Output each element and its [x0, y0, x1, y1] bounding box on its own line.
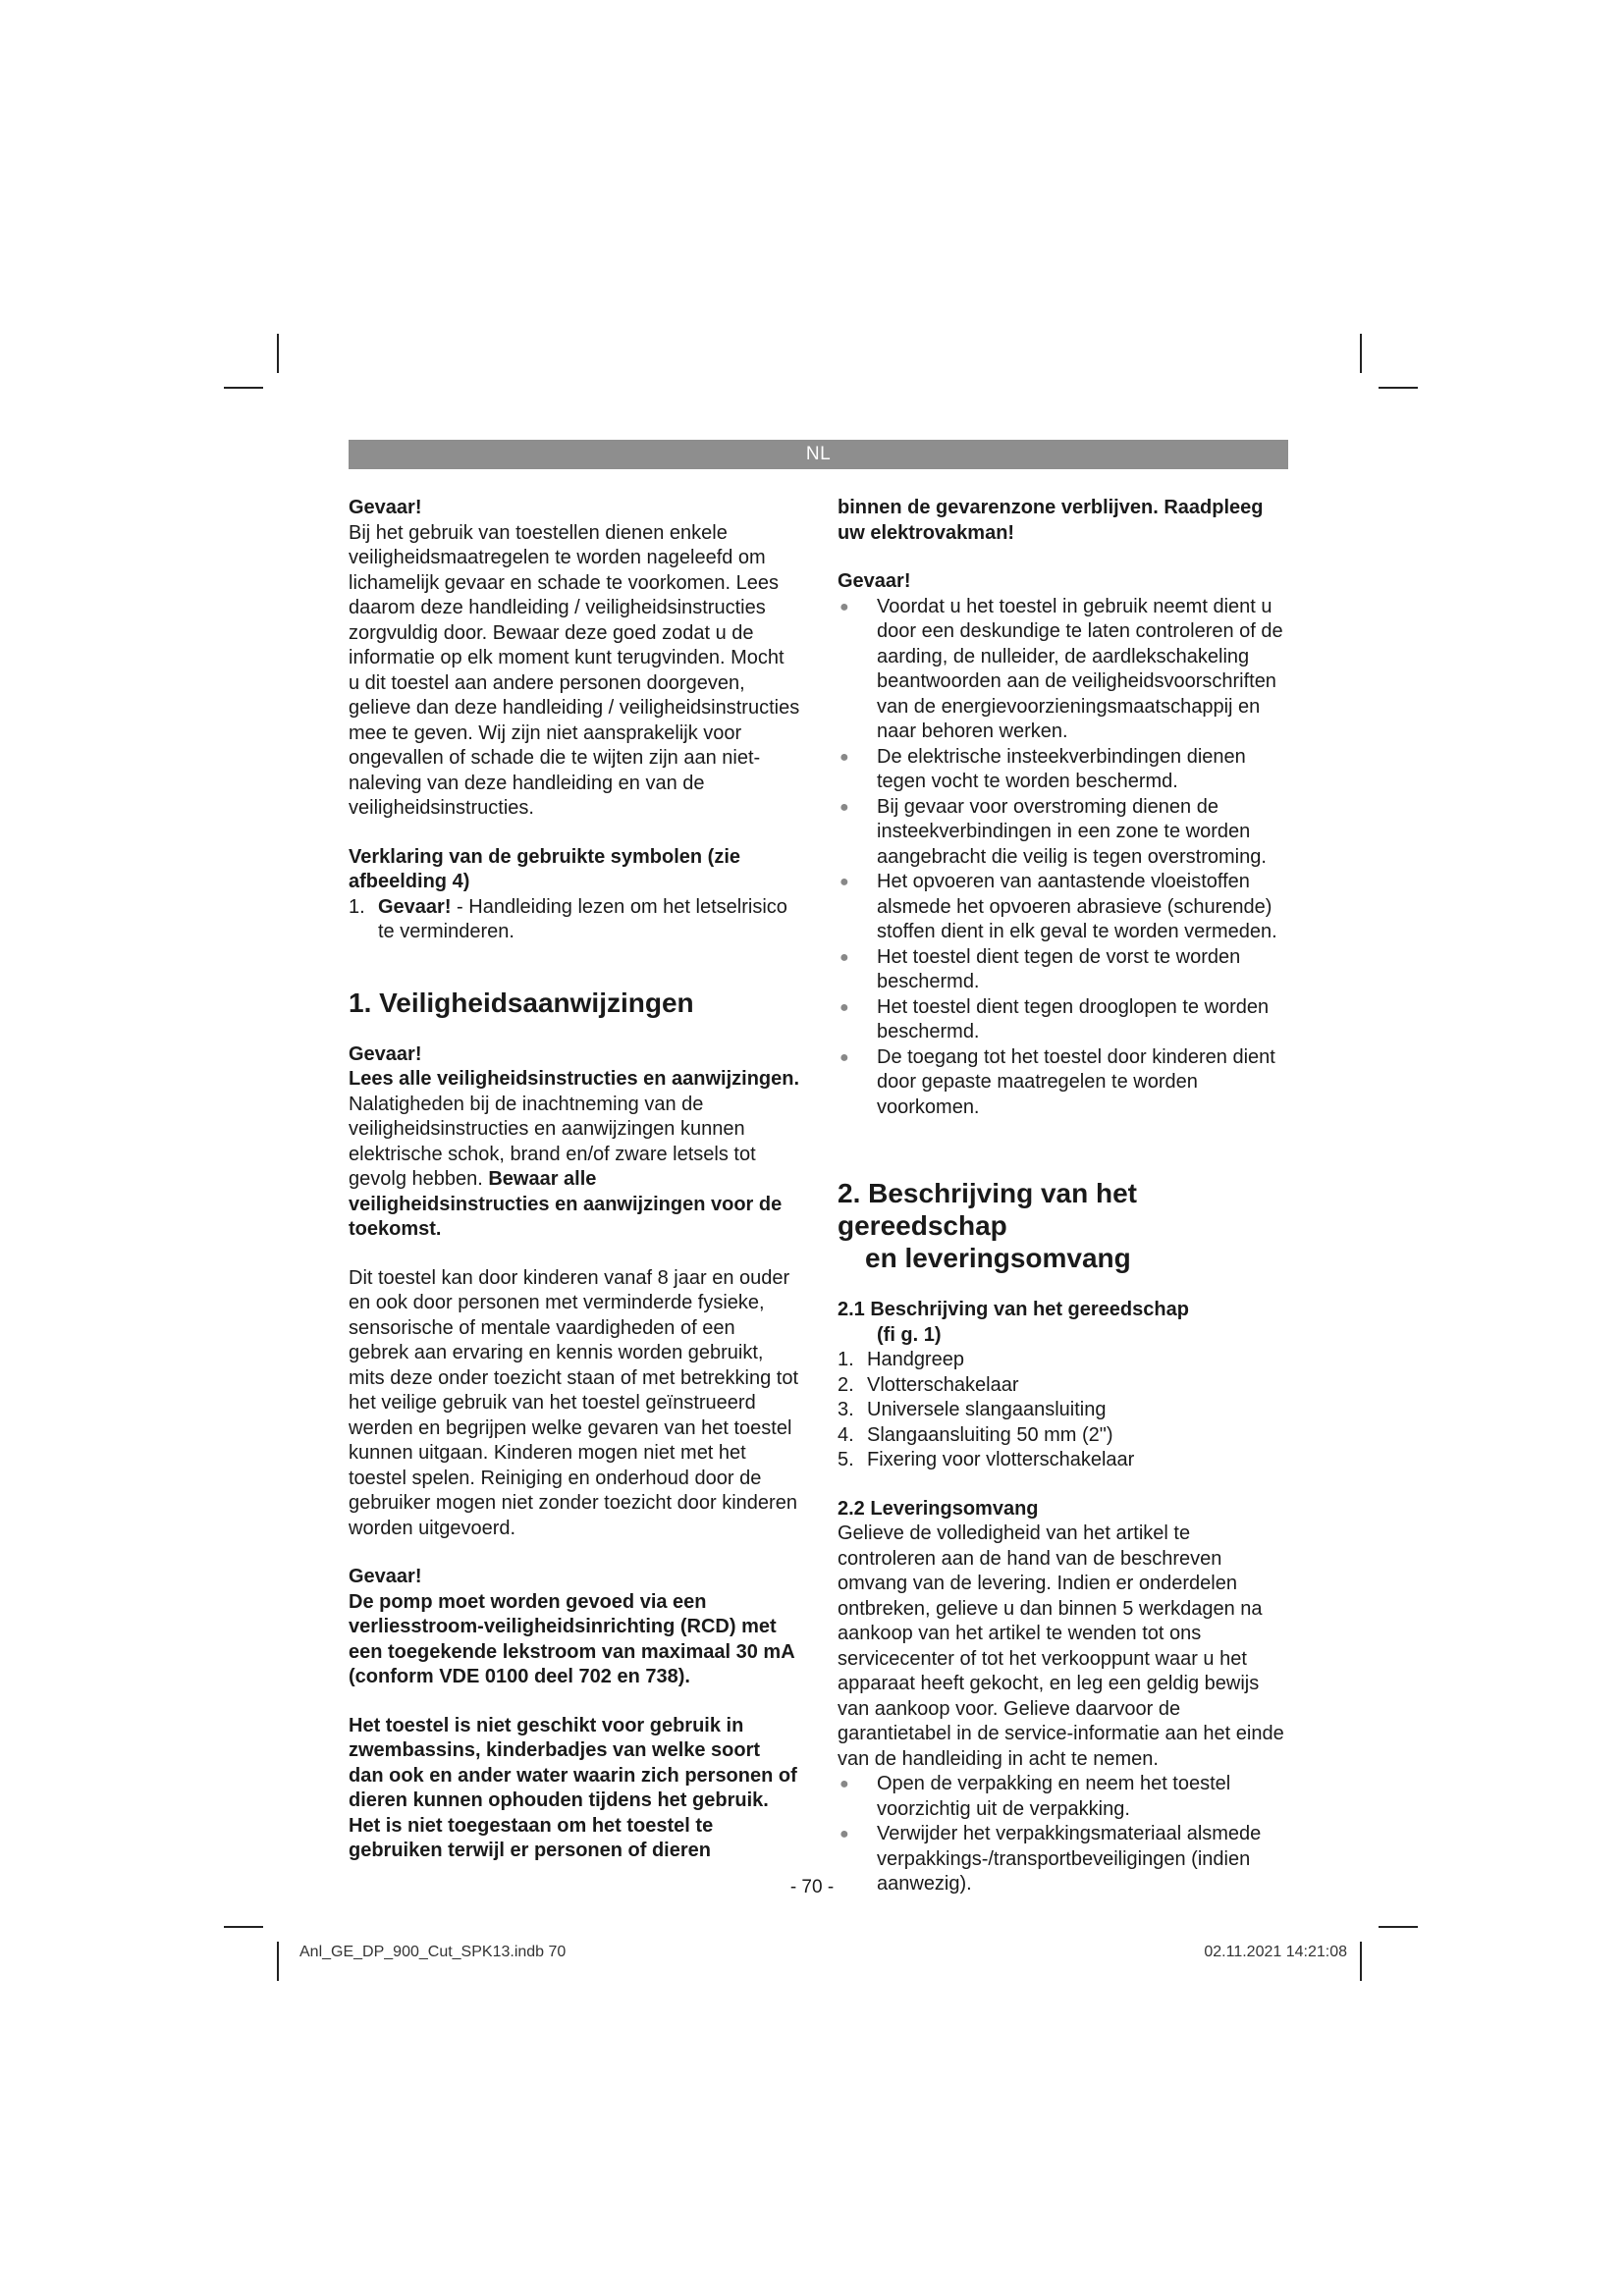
- figure-reference: (fi g. 1): [877, 1323, 942, 1346]
- crop-mark: [224, 1926, 263, 1928]
- list-item: [838, 870, 1289, 945]
- pool-paragraph: Het toestel is niet geschikt voor gebruik in zwembassins, kinderbadjes van welke soort dan ook en ander water waarin zich personen of dieren kunnen ophouden tijdens het gebruik. Het is niet toegestaan om het toestel te gebruiken terwijl er personen of dieren: [349, 1714, 797, 1861]
- symbol-description: - Handleiding lezen om het letselrisico te verminderen.: [378, 895, 787, 942]
- pool-paragraph-continued: binnen de gevarenzone verblijven. Raadpleeg uw elektrovakman!: [838, 497, 1264, 544]
- bullet-icon: ●: [839, 998, 849, 1016]
- section-title-line: 2. Beschrijving van het gereedschap: [838, 1178, 1137, 1241]
- list-item: [838, 1448, 1289, 1473]
- right-column: [838, 496, 1289, 1897]
- part-label: Slangaansluiting 50 mm (2"): [867, 1423, 1113, 1446]
- list-number: 1.: [838, 1349, 854, 1370]
- bullet-text: Het opvoeren van aantastende vloeistoffen alsmede het opvoeren abrasieve (schurende) stoffen dient in elk geval te worden vermeden.: [877, 871, 1277, 942]
- bullet-text: De toegang tot het toestel door kinderen dient door gepaste maatregelen te worden voorkomen.: [877, 1045, 1275, 1118]
- list-number: 3.: [838, 1399, 854, 1420]
- bullet-icon: ●: [839, 874, 849, 890]
- page-number: - 70 -: [789, 1877, 835, 1897]
- symbols-heading: Verklaring van de gebruikte symbolen (zie afbeelding 4): [349, 845, 741, 892]
- list-number: 2.: [838, 1373, 854, 1396]
- subsection-title-2-1: 2.1 Beschrijving van het gereedschap: [838, 1299, 1189, 1320]
- subsection-title-2-2: 2.2 Leveringsomvang: [838, 1497, 1039, 1520]
- gevaar-heading: Gevaar!: [349, 497, 422, 518]
- rcd-paragraph: De pomp moet worden gevoed via een verliesstroom-veiligheidsinrichting (RCD) met een toegekende lekstroom van maximaal 30 mA (conform VDE 0100 deel 702 en 738).: [349, 1590, 794, 1687]
- safety-paragraph: [349, 1067, 800, 1243]
- safety-bullet-list: [838, 595, 1289, 1121]
- section-title-line: en leveringsomvang: [865, 1243, 1131, 1273]
- list-number: 1.: [349, 895, 365, 918]
- bullet-text: Open de verpakking en neem het toestel voorzichtig uit de verpakking.: [877, 1773, 1231, 1820]
- bullet-text: De elektrische insteekverbindingen dienen tegen vocht te worden beschermd.: [877, 745, 1246, 792]
- list-item: [838, 1772, 1289, 1822]
- left-column: [349, 496, 800, 1864]
- part-label: Fixering voor vlotterschakelaar: [867, 1449, 1135, 1470]
- bullet-icon: ●: [839, 748, 849, 766]
- bullet-text: Het toestel dient tegen de vorst te worden beschermd.: [877, 945, 1241, 992]
- bullet-icon: ●: [839, 1776, 849, 1792]
- list-item: [838, 595, 1289, 745]
- children-paragraph: Dit toestel kan door kinderen vanaf 8 jaar en ouder en ook door personen met verminderde fysieke, sensorische of mentale vaardigheden of een gebrek aan ervaring en kennis worden gebruikt, mits deze onder toezicht staan of met betrekking tot het veilige gebruik van het toestel geïnstrueerd werden en begrijpen welke gevaren van het toestel kunnen uitgaan. Kinderen mogen niet met het toestel spelen. Reiniging en onderhoud door de gebruiker mogen niet zonder toezicht door kinderen worden uitgevoerd.: [349, 1266, 799, 1539]
- safety-bold-1: Lees alle veiligheidsinstructies en aanwijzingen.: [349, 1068, 800, 1090]
- crop-mark: [224, 387, 263, 389]
- intro-paragraph: Bij het gebruik van toestellen dienen enkele veiligheidsmaatregelen te worden nageleefd om lichamelijk gevaar en schade te voorkomen. Lees daarom deze handleiding / veiligheidsinstructies zorgvuldig door. Bewaar deze goed zodat u de informatie op elk moment kunt terugvinden. Mocht u dit toestel aan andere personen doorgeven, gelieve dan deze handleiding / veiligheidsinstructies mee te geven. Wij zijn niet aansprakelijk voor ongevallen of schade die te wijten zijn aan niet-naleving van deze handleiding en van de veiligheidsinstructies.: [349, 521, 800, 819]
- bullet-text: Bij gevaar voor overstroming dienen de insteekverbindingen in een zone te worden aangebracht die veilig is tegen overstroming.: [877, 795, 1267, 868]
- safety-text: Nalatigheden bij de inachtneming van de veiligheidsinstructies en aanwijzingen kunnen elektrische schok, brand en/of zware letsels tot gevolg hebben.: [349, 1093, 756, 1190]
- language-bar: [349, 440, 1288, 469]
- list-item: [838, 795, 1289, 871]
- language-label: NL: [805, 444, 832, 464]
- crop-mark: [277, 334, 279, 373]
- section-title-2: [838, 1177, 1289, 1274]
- gevaar-heading: Gevaar!: [349, 1042, 422, 1065]
- list-item: [838, 1423, 1289, 1449]
- gevaar-heading: Gevaar!: [838, 570, 911, 592]
- bullet-icon: ●: [839, 598, 849, 615]
- list-number: 5.: [838, 1449, 854, 1470]
- bullet-text: Het toestel dient tegen drooglopen te worden beschermd.: [877, 995, 1270, 1042]
- list-item: [349, 895, 800, 945]
- list-number: 4.: [838, 1423, 854, 1446]
- gevaar-heading: Gevaar!: [349, 1566, 422, 1587]
- crop-mark: [1360, 1942, 1362, 1981]
- part-label: Universele slangaansluiting: [867, 1399, 1107, 1420]
- list-item: [838, 945, 1289, 995]
- bullet-icon: ●: [839, 798, 849, 816]
- parts-list: [838, 1348, 1289, 1473]
- part-label: Vlotterschakelaar: [867, 1373, 1019, 1396]
- list-item: [838, 745, 1289, 795]
- bullet-text: Voordat u het toestel in gebruik neemt dient u door een deskundige te laten controleren of de aarding, de nulleider, de aardlekschakeling beantwoorden aan de veiligheidsvoorschriften van de energievoorzieningsmaatschappij en naar behoren werken.: [877, 595, 1283, 742]
- symbols-list: [349, 895, 800, 945]
- crop-mark: [1379, 1926, 1418, 1928]
- delivery-paragraph: Gelieve de volledigheid van het artikel te controleren aan de hand van de beschreven omvang van de levering. Indien er onderdelen ontbreken, gelieve u dan binnen 5 werkdagen na aankoop van het artikel te wenden tot ons servicecenter of tot het verkooppunt waar u het apparaat heeft gekocht, en leg een geldig bewijs van aankoop voor. Gelieve daarvoor de garantietabel in de service-informatie aan het einde van de handleiding in acht te nemen.: [838, 1522, 1284, 1770]
- crop-mark: [1360, 334, 1362, 373]
- bullet-text: Verwijder het verpakkingsmateriaal alsmede verpakkings-/transportbeveiligingen (indien aanwezig).: [877, 1823, 1262, 1895]
- list-item: [838, 1398, 1289, 1423]
- crop-mark: [1379, 387, 1418, 389]
- footer-datetime: 02.11.2021 14:21:08: [1204, 1944, 1347, 1960]
- list-item: [838, 1045, 1289, 1121]
- bullet-icon: ●: [839, 948, 849, 966]
- section-title-1: 1. Veiligheidsaanwijzingen: [349, 987, 694, 1018]
- footer-filename: Anl_GE_DP_900_Cut_SPK13.indb 70: [299, 1944, 567, 1960]
- bullet-icon: ●: [839, 1826, 849, 1842]
- symbol-warning-label: Gevaar!: [378, 895, 452, 918]
- bullet-icon: ●: [839, 1048, 849, 1066]
- crop-mark: [277, 1942, 279, 1981]
- safety-bold-2: Bewaar alle veiligheidsinstructies en aanwijzingen voor de toekomst.: [349, 1168, 783, 1240]
- list-item: [838, 1348, 1289, 1373]
- part-label: Handgreep: [867, 1349, 964, 1370]
- list-item: [838, 1373, 1289, 1399]
- list-item: [838, 995, 1289, 1045]
